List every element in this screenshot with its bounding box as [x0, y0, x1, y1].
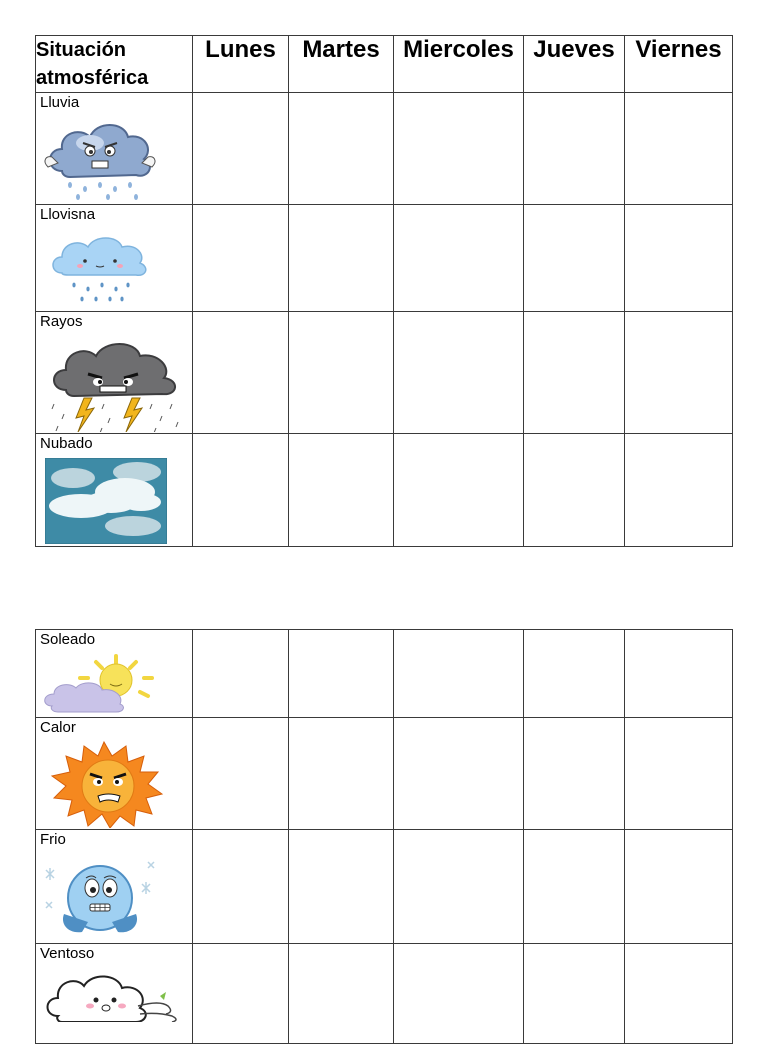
angry-rain-cloud-icon [40, 113, 160, 201]
header-row [36, 36, 733, 93]
header-day-miercoles: Miercoles [394, 36, 524, 93]
day-cell[interactable] [625, 830, 733, 944]
condition-label: Ventoso [40, 945, 95, 962]
condition-label: Rayos [40, 313, 83, 330]
condition-cell-calor [36, 718, 193, 830]
day-cell[interactable] [289, 830, 394, 944]
table-row [36, 718, 733, 830]
day-cell[interactable] [394, 944, 524, 1044]
day-cell[interactable] [193, 312, 289, 434]
sun-behind-cloud-icon [40, 650, 164, 716]
condition-cell-ventoso [36, 944, 193, 1044]
day-cell[interactable] [524, 830, 625, 944]
day-cell[interactable] [524, 93, 625, 205]
day-cell[interactable] [289, 93, 394, 205]
condition-label: Soleado [40, 631, 96, 648]
header-day-viernes: Viernes [625, 36, 733, 93]
day-cell[interactable] [625, 93, 733, 205]
weather-table-top [35, 35, 733, 547]
day-cell[interactable] [193, 205, 289, 312]
day-cell[interactable] [289, 718, 394, 830]
day-cell[interactable] [394, 312, 524, 434]
condition-cell-soleado [36, 630, 193, 718]
day-cell[interactable] [193, 630, 289, 718]
day-cell[interactable] [524, 205, 625, 312]
day-cell[interactable] [394, 718, 524, 830]
day-cell[interactable] [193, 830, 289, 944]
header-condition-line-2: atmosférica [36, 67, 149, 89]
day-cell[interactable] [289, 944, 394, 1044]
thunderstorm-cloud-icon [40, 334, 188, 432]
table-row [36, 630, 733, 718]
cloudy-sky-icon [45, 458, 167, 544]
day-cell[interactable] [193, 93, 289, 205]
day-cell[interactable] [289, 312, 394, 434]
condition-label: Llovisna [40, 206, 96, 223]
condition-label: Lluvia [40, 94, 80, 111]
condition-cell-lluvia [36, 93, 193, 205]
day-cell[interactable] [394, 434, 524, 547]
table-row [36, 944, 733, 1044]
day-cell[interactable] [289, 205, 394, 312]
day-cell[interactable] [524, 312, 625, 434]
table-row [36, 312, 733, 434]
day-cell[interactable] [524, 434, 625, 547]
day-cell[interactable] [524, 718, 625, 830]
windy-cloud-icon [40, 966, 186, 1022]
day-cell[interactable] [524, 630, 625, 718]
table-row [36, 830, 733, 944]
day-cell[interactable] [394, 93, 524, 205]
day-cell[interactable] [394, 830, 524, 944]
cold-snowball-icon [38, 852, 164, 940]
day-cell[interactable] [625, 434, 733, 547]
header-day-jueves: Jueves [524, 36, 625, 93]
condition-cell-rayos [36, 312, 193, 434]
condition-cell-frio [36, 830, 193, 944]
condition-cell-llovisna [36, 205, 193, 312]
day-cell[interactable] [289, 434, 394, 547]
day-cell[interactable] [193, 434, 289, 547]
condition-label: Nubado [40, 435, 93, 452]
table-row [36, 434, 733, 547]
day-cell[interactable] [625, 944, 733, 1044]
day-cell[interactable] [193, 944, 289, 1044]
day-cell[interactable] [289, 630, 394, 718]
header-condition [36, 36, 193, 93]
condition-label: Frio [40, 831, 66, 848]
day-cell[interactable] [394, 205, 524, 312]
hot-sun-icon [42, 740, 166, 828]
day-cell[interactable] [625, 718, 733, 830]
table-row [36, 93, 733, 205]
day-cell[interactable] [524, 944, 625, 1044]
header-condition-line-1: Situación [36, 39, 127, 61]
condition-label: Calor [40, 719, 76, 736]
day-cell[interactable] [625, 205, 733, 312]
header-day-martes: Martes [289, 36, 394, 93]
weather-table-bottom [35, 629, 733, 1044]
condition-cell-nubado [36, 434, 193, 547]
table-row [36, 205, 733, 312]
header-day-lunes: Lunes [193, 36, 289, 93]
day-cell[interactable] [625, 630, 733, 718]
drizzle-cloud-icon [40, 229, 160, 305]
day-cell[interactable] [394, 630, 524, 718]
day-cell[interactable] [625, 312, 733, 434]
day-cell[interactable] [193, 718, 289, 830]
